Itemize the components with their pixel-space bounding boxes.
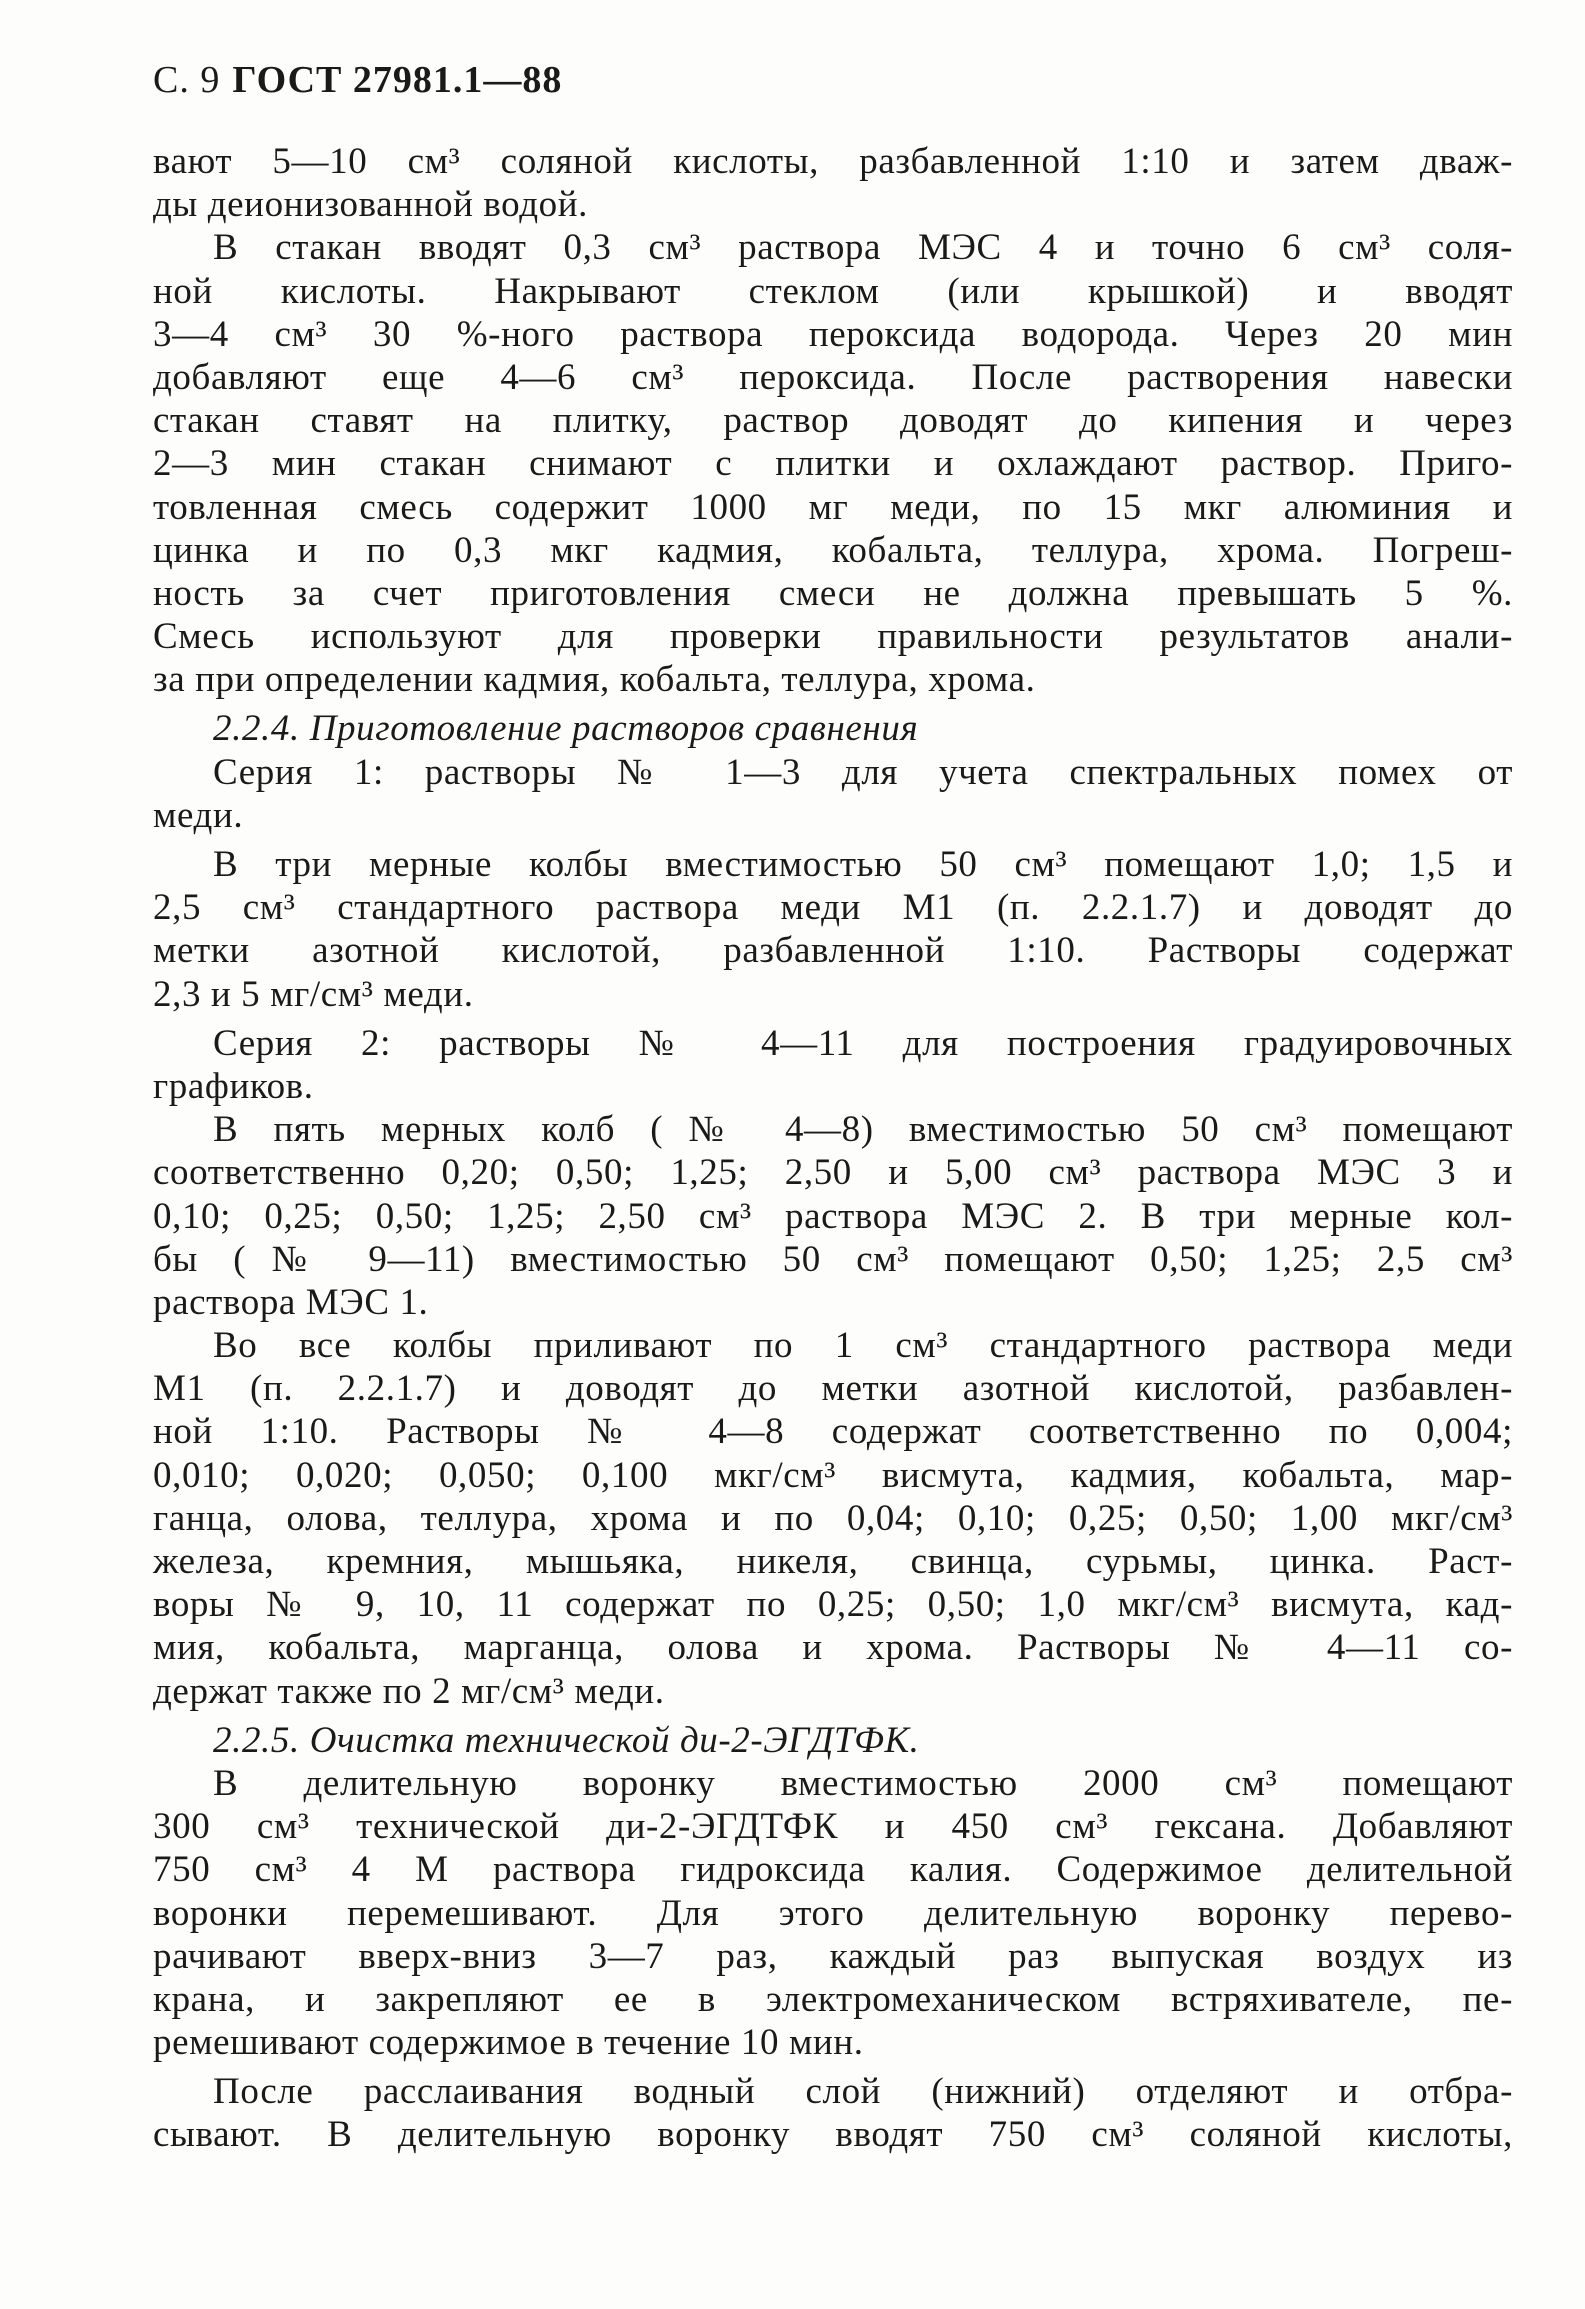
section-heading: 2.2.4. Приготовление растворов сравнения (213, 708, 919, 750)
text-line: В делительную воронку вместимостью 2000 см³ помещают (213, 1762, 1513, 1804)
text-line: В пять мерных колб (№ 4—8) вместимостью 50 см³ помещают (213, 1109, 1513, 1151)
text-line: товленная смесь содержит 1000 мг меди, по 15 мкг алюминия и (153, 486, 1513, 528)
text-line: мия, кобальта, марганца, олова и хрома. Растворы № 4—11 со- (153, 1627, 1513, 1669)
text-line: ганца, олова, теллура, хрома и по 0,04; 0,10; 0,25; 0,50; 1,00 мкг/см³ (153, 1497, 1513, 1539)
standard-designation: ГОСТ 27981.1—88 (232, 59, 563, 101)
text-line: Во все колбы приливают по 1 см³ стандартного раствора меди (213, 1325, 1513, 1367)
text-line: 0,10; 0,25; 0,50; 1,25; 2,50 см³ раствора МЭС 2. В три мерные кол- (153, 1195, 1513, 1237)
text-line: 750 см³ 4 М раствора гидроксида калия. Содержимое делительной (153, 1849, 1513, 1891)
section-heading: 2.2.5. Очистка технической ди-2-ЭГДТФК. (213, 1719, 920, 1761)
text-line: 3—4 см³ 30 %-ного раствора пероксида водорода. Через 20 мин (153, 313, 1513, 355)
text-line: 2,5 см³ стандартного раствора меди М1 (п. 2.2.1.7) и доводят до (153, 887, 1513, 929)
text-line: Серия 1: растворы № 1—3 для учета спектральных помех от (213, 751, 1513, 793)
text-line: 2—3 мин стакан снимают с плитки и охлаждают раствор. Приго- (153, 443, 1513, 485)
text-line: вают 5—10 см³ соляной кислоты, разбавленной 1:10 и затем дваж- (153, 141, 1513, 182)
text-line: крана, и закрепляют ее в электромеханическом встряхивателе, пе- (153, 1978, 1513, 2020)
text-line: Смесь используют для проверки правильности результатов анали- (153, 616, 1513, 658)
text-line: ды деионизованной водой. (153, 184, 588, 226)
page-header (153, 58, 562, 102)
text-line: за при определении кадмия, кобальта, теллура, хрома. (153, 659, 1036, 701)
text-line: 2,3 и 5 мг/см³ меди. (153, 973, 474, 1015)
text-line: Серия 2: растворы № 4—11 для построения градуировочных (213, 1022, 1513, 1064)
text-line: добавляют еще 4—6 см³ пероксида. После растворения навески (153, 356, 1513, 398)
text-line: рачивают вверх-вниз 3—7 раз, каждый раз выпуская воздух из (153, 1935, 1513, 1977)
text-line: ремешивают содержимое в течение 10 мин. (153, 2022, 864, 2064)
text-line: В три мерные колбы вместимостью 50 см³ помещают 1,0; 1,5 и (213, 844, 1513, 885)
text-line: сывают. В делительную воронку вводят 750 см³ соляной кислоты, (153, 2114, 1513, 2156)
text-line: ной 1:10. Растворы № 4—8 содержат соответственно по 0,004; (153, 1411, 1513, 1453)
text-line: воры № 9, 10, 11 содержат по 0,25; 0,50; 1,0 мкг/см³ висмута, кад- (153, 1584, 1513, 1626)
page-number: С. 9 (153, 59, 221, 101)
text-line: ной кислоты. Накрывают стеклом (или крышкой) и вводят (153, 270, 1513, 312)
text-line: графиков. (153, 1065, 314, 1107)
text-line: раствора МЭС 1. (153, 1281, 429, 1323)
text-line: 300 см³ технической ди-2-ЭГДТФК и 450 см³ гексана. Добавляют (153, 1806, 1513, 1848)
text-line: метки азотной кислотой, разбавленной 1:10. Растворы содержат (153, 930, 1513, 972)
text-line: После расслаивания водный слой (нижний) отделяют и отбра- (213, 2071, 1513, 2113)
text-line: М1 (п. 2.2.1.7) и доводят до метки азотной кислотой, разбавлен- (153, 1368, 1513, 1410)
text-line: держат также по 2 мг/см³ меди. (153, 1670, 665, 1712)
body-text (153, 140, 1513, 2157)
text-line: В стакан вводят 0,3 см³ раствора МЭС 4 и точно 6 см³ соля- (213, 227, 1513, 269)
text-line: соответственно 0,20; 0,50; 1,25; 2,50 и 5,00 см³ раствора МЭС 3 и (153, 1152, 1513, 1194)
text-line: меди. (153, 794, 244, 836)
text-line: стакан ставят на плитку, раствор доводят до кипения и через (153, 400, 1513, 442)
text-line: бы (№ 9—11) вместимостью 50 см³ помещают 0,50; 1,25; 2,5 см³ (153, 1238, 1513, 1280)
text-line: ность за счет приготовления смеси не должна превышать 5 %. (153, 572, 1513, 614)
text-line: воронки перемешивают. Для этого делительную воронку перево- (153, 1892, 1513, 1934)
text-line: железа, кремния, мышьяка, никеля, свинца, сурьмы, цинка. Раст- (153, 1541, 1513, 1582)
text-line: 0,010; 0,020; 0,050; 0,100 мкг/см³ висмута, кадмия, кобальта, мар- (153, 1454, 1513, 1496)
text-line: цинка и по 0,3 мкг кадмия, кобальта, теллура, хрома. Погреш- (153, 529, 1513, 571)
